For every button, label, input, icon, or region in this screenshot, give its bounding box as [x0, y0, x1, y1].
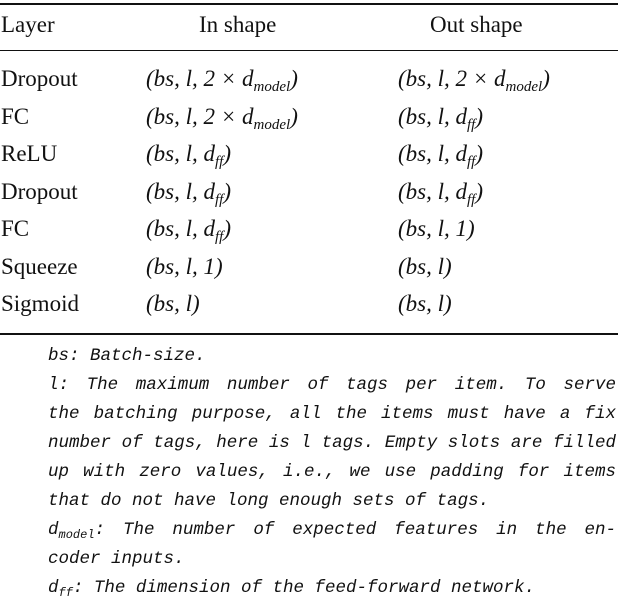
- table-row: [0, 66, 618, 102]
- out-shape: (bs, l, $d_{ff}$): [398, 141, 484, 170]
- in-shape: (bs, l, $2 \times d_{model}$): [146, 103, 298, 133]
- out-shape: (bs, l): [398, 253, 452, 279]
- header-out-shape: Out shape: [430, 12, 523, 37]
- in-shape: (bs, l, $d_{ff}$): [146, 216, 232, 245]
- note-line: bs: Batch-size.: [48, 346, 206, 366]
- note-line: $d_{ff}$: The dimension of the feed-forward network.: [48, 578, 535, 600]
- note-line: $d_{model}$: The number of expected features in the en-: [48, 520, 616, 542]
- table-row: [0, 216, 618, 252]
- top-rule: [0, 3, 618, 5]
- in-shape: (bs, l): [146, 291, 200, 316]
- out-shape: (bs, l, $d_{ff}$): [398, 178, 484, 208]
- table-header: [0, 12, 618, 48]
- note-line: up with zero values, i.e., we use padding for items: [48, 462, 616, 482]
- layer-name: Dropout: [1, 178, 78, 204]
- table-notes: [48, 342, 616, 603]
- in-shape: (bs, l, $d_{ff}$): [146, 178, 232, 208]
- note-line: l: The maximum number of tags per item. To serve: [48, 375, 616, 395]
- layer-name: Sigmoid: [1, 291, 79, 316]
- out-shape: (bs, l): [398, 291, 452, 316]
- in-shape: (bs, l, 1): [146, 253, 223, 279]
- table-row: [0, 254, 618, 290]
- in-shape: (bs, l, $2 \times d_{model}$): [146, 66, 298, 95]
- header-layer: Layer: [1, 12, 55, 37]
- header-in-shape: In shape: [199, 12, 277, 37]
- out-shape: (bs, l, $d_{ff}$): [398, 103, 484, 133]
- note-line: coder inputs.: [48, 549, 185, 569]
- header-rule: [0, 50, 618, 51]
- out-shape: (bs, l, $2 \times d_{model}$): [398, 66, 550, 95]
- note-line: number of tags, here is l tags. Empty slots are filled: [48, 433, 616, 453]
- in-shape: (bs, l, $d_{ff}$): [146, 141, 232, 170]
- layer-name: FC: [1, 216, 30, 241]
- table-row: [0, 141, 618, 177]
- layer-name: Dropout: [1, 66, 78, 91]
- layer-name: FC: [1, 103, 30, 129]
- layer-name: ReLU: [1, 141, 58, 166]
- table-row: [0, 104, 618, 140]
- table-row: [0, 179, 618, 215]
- bottom-rule: [0, 333, 618, 335]
- table-row: [0, 291, 618, 327]
- note-line: that do not have long enough sets of tags.: [48, 491, 490, 511]
- out-shape: (bs, l, 1): [398, 216, 475, 241]
- note-line: the batching purpose, all the items must have a fix: [48, 404, 616, 424]
- layer-name: Squeeze: [1, 253, 78, 279]
